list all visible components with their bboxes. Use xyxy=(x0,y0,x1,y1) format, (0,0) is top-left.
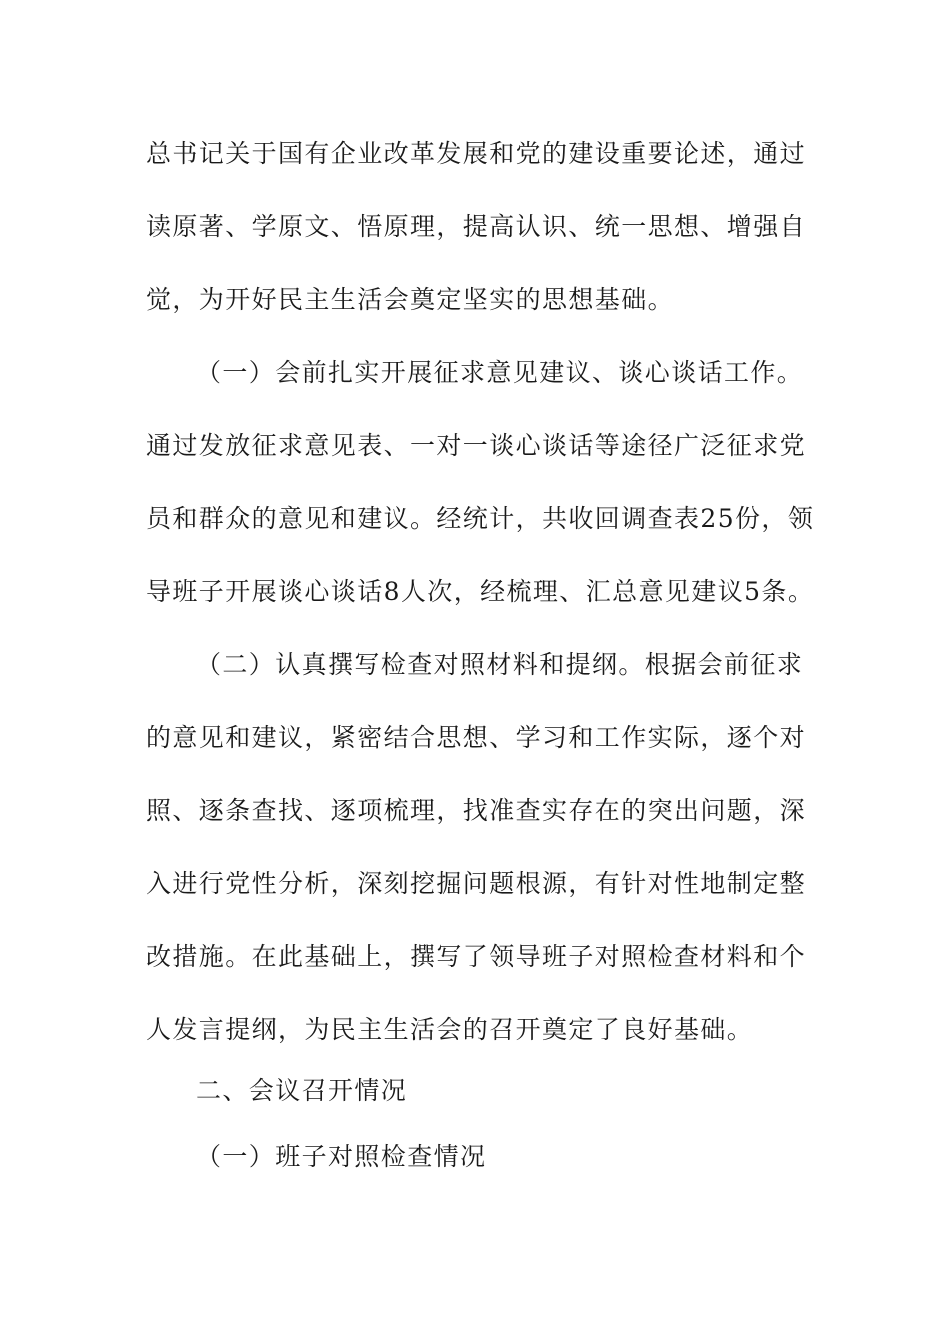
text-line: 人发言提纲，为民主生活会的召开奠定了良好基础。 xyxy=(146,1015,754,1044)
text-line: 员和群众的意见和建议。经统计，共收回调查表25份，领 xyxy=(146,504,815,533)
text-line: 入进行党性分析，深刻挖掘问题根源，有针对性地制定整 xyxy=(146,869,807,898)
paragraph-heading: （二）认真撰写检查对照材料和提纲。根据会前征求 xyxy=(196,650,804,679)
text-line: 的意见和建议，紧密结合思想、学习和工作实际，逐个对 xyxy=(146,723,807,752)
text-line: 觉，为开好民主生活会奠定坚实的思想基础。 xyxy=(146,285,675,314)
section-heading: 二、会议召开情况 xyxy=(196,1076,408,1105)
paragraph-heading: （一）会前扎实开展征求意见建议、谈心谈话工作。 xyxy=(196,358,804,387)
text-line: 导班子开展谈心谈话8人次，经梳理、汇总意见建议5条。 xyxy=(146,577,815,606)
text-line: 改措施。在此基础上，撰写了领导班子对照检查材料和个 xyxy=(146,942,807,971)
text-line: 读原著、学原文、悟原理，提高认识、统一思想、增强自 xyxy=(146,212,807,241)
text-line: 通过发放征求意见表、一对一谈心谈话等途径广泛征求党 xyxy=(146,431,807,460)
subsection-heading: （一）班子对照检查情况 xyxy=(196,1142,487,1171)
text-line: 照、逐条查找、逐项梳理，找准查实存在的突出问题，深 xyxy=(146,796,807,825)
text-line: 总书记关于国有企业改革发展和党的建设重要论述，通过 xyxy=(146,139,807,168)
